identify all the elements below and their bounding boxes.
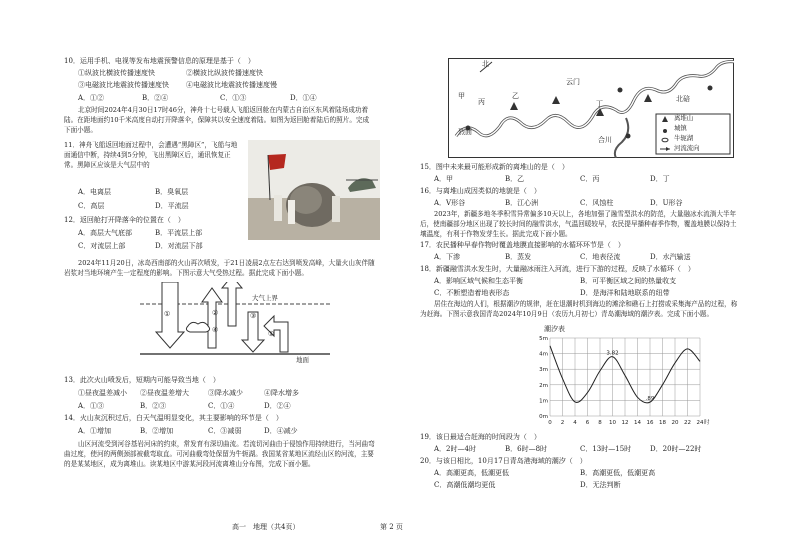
- diagram-num-1: ①: [164, 310, 171, 318]
- q19-option-a[interactable]: A．2时—4时: [434, 445, 476, 453]
- q16-option-d[interactable]: D．U形谷: [650, 199, 683, 207]
- q15-option-b[interactable]: B．乙: [505, 175, 525, 183]
- map-place-bing: 丙: [478, 98, 485, 106]
- q18-option-c[interactable]: C．不断塑造着地表形态: [434, 289, 510, 297]
- q17-option-d[interactable]: D．水汽输送: [650, 253, 691, 261]
- tide-x-tick: 2: [560, 420, 565, 426]
- tide-annotation: 3.82: [606, 350, 619, 357]
- map-place-jia: 甲: [458, 92, 465, 100]
- tide-x-tick: 10: [609, 420, 616, 426]
- q15-option-c[interactable]: C．丙: [580, 175, 600, 183]
- q10-option-c[interactable]: C．①③: [220, 94, 247, 102]
- q11-option-a[interactable]: A．电离层: [78, 188, 112, 196]
- q12-option-b[interactable]: B．平流层上部: [155, 229, 203, 237]
- footer-left: 高一 地理（共4页）: [232, 523, 300, 531]
- tide-x-tick: 16: [646, 420, 654, 426]
- q10-option-d[interactable]: D．①④: [290, 94, 317, 102]
- tide-x-tick: 20: [671, 420, 679, 426]
- q13-item-2: ②昼夜温差增大: [140, 389, 189, 397]
- tide-x-tick: 14: [634, 420, 641, 426]
- question-19-stem: 19．该日最适合赶海的时间段为（ ）: [420, 433, 541, 441]
- q17-option-c[interactable]: C．地表径流: [580, 253, 621, 261]
- question-18-stem: 18．新疆融雪洪水发生时，大量融冰雨注入河流，进行下游的过程，反映了水循环（ ）: [420, 265, 695, 273]
- q18-option-a[interactable]: A．影响区域气候和生态平衡: [434, 277, 524, 285]
- legend-flow: 河流流向: [674, 144, 700, 152]
- diagram-num-2: ②: [212, 309, 219, 317]
- question-16-stem: 16．与离堆山成因类似的地貌是（ ）: [420, 187, 541, 195]
- tide-x-tick: 8: [598, 420, 602, 426]
- tide-y-tick: 5m: [539, 336, 548, 342]
- tide-x-tick: 18: [659, 420, 666, 426]
- q14-option-c[interactable]: C．③减弱: [208, 427, 242, 435]
- q13-item-3: ③降水减少: [208, 389, 243, 397]
- legend-islet: 离堆山: [674, 114, 694, 122]
- q12-option-d[interactable]: D．对流层下部: [155, 242, 203, 250]
- tide-y-tick: 2m: [539, 382, 548, 389]
- q16-option-b[interactable]: B．江心洲: [505, 199, 539, 207]
- map-place-yi: 乙: [512, 92, 519, 100]
- q13-option-b[interactable]: B．②③: [140, 402, 167, 410]
- map-place-beibei: 北碚: [676, 95, 690, 103]
- question-17-stem: 17．农民播种早春作物时覆盖地膜直接影响的水循环环节是（ ）: [420, 241, 625, 249]
- q12-option-a[interactable]: A．高层大气底部: [78, 229, 133, 237]
- tide-x-tick: 6: [585, 420, 590, 426]
- q12-option-c[interactable]: C．对流层上部: [78, 242, 126, 250]
- map-place-liemian: 烈面: [458, 128, 472, 136]
- tide-y-tick: 1m: [539, 398, 548, 405]
- passage-tide: 居住在海边的人们，根据潮汐的规律，赶在退潮时机到海边的滩涂和礁石上打捞或采集海产品的过程，称为赶海。下图示意我国青岛2024年10月9日（农历九月初七）青岛潮海域的潮汐表。完成下面小题。: [420, 300, 738, 318]
- map-place-yunmen: 云门: [566, 78, 580, 86]
- diagram-num-3: ③: [250, 312, 257, 320]
- q15-option-a[interactable]: A．甲: [434, 175, 454, 183]
- diagram-upper-label: 大气上界: [252, 294, 278, 302]
- q20-option-c[interactable]: C．高潮低潮均更低: [434, 481, 496, 489]
- landing-capsule-photo: [248, 140, 380, 240]
- tide-y-tick: 4m: [539, 351, 548, 358]
- tide-x-tick: 4: [573, 420, 577, 426]
- tide-x-unit: 时: [704, 420, 710, 426]
- map-place-hechuan: 合川: [598, 136, 612, 144]
- diagram-num-5: ⑤: [268, 330, 275, 338]
- tide-chart: [528, 334, 718, 430]
- tide-chart-title: 潮汐表: [544, 325, 565, 333]
- q13-item-1: ①昼夜温差减小: [78, 389, 127, 397]
- question-13-stem: 13．此次火山喷发后，短期内可能导致当地（ ）: [64, 376, 220, 384]
- q14-option-a[interactable]: A．①增加: [78, 427, 112, 435]
- q17-option-a[interactable]: A．下渗: [434, 253, 461, 261]
- tide-y-tick: 3m: [539, 367, 548, 374]
- tide-y-tick: 0m: [539, 414, 548, 420]
- passage-volcano: 2024年11月20日，冰岛西南部的火山再次喷发，于21日凌晨2点左右达到喷发高峰，大量火山灰伴随岩浆对当地环境产生一定程度的影响。下图示意大气受热过程。据此完成下面小题。: [64, 259, 375, 277]
- q20-option-b[interactable]: B．高潮更低，低潮更高: [580, 469, 656, 477]
- diagram-ground-label: 地面: [296, 356, 309, 364]
- q19-option-c[interactable]: C．13时—15时: [580, 445, 632, 453]
- q10-option-b[interactable]: B．②④: [142, 94, 169, 102]
- q19-option-b[interactable]: B．6时—8时: [505, 445, 548, 453]
- q16-option-a[interactable]: A．V形谷: [434, 199, 466, 207]
- q13-option-c[interactable]: C．①④: [208, 402, 235, 410]
- map-north-label: 北: [482, 60, 489, 68]
- question-15-stem: 15．图中未来最可能形成新的离堆山的是（ ）: [420, 163, 569, 171]
- q10-item-3: ③电磁波比地震波传播速度快: [78, 81, 169, 89]
- passage-xinjiang: 2023年，新疆多地冬季积雪异常偏多10天以上，各地加强了融雪型洪水的防范，大量融冰水流淌大半年后，使南疆部分地区出现了较长时间的融雪洪水，气温回暖较早，农民提早播种春季作物，覆盖地膜以保持土壤温度，有利于作物发芽生长。据此完成下面小题。: [420, 210, 737, 238]
- tide-x-tick: 12: [621, 420, 629, 426]
- q11-option-c[interactable]: C．高层: [78, 202, 105, 210]
- question-20-stem: 20．与该日相比，10月17日青岛港海域的潮汐（ ）: [420, 457, 587, 465]
- legend-town: 城镇: [674, 124, 687, 132]
- river-map: [448, 58, 734, 158]
- q13-option-a[interactable]: A．①③: [78, 402, 105, 410]
- q10-item-4: ④电磁波比地震波传播速度慢: [186, 81, 277, 89]
- q10-item-1: ①纵波比横波传播速度快: [78, 69, 155, 77]
- q17-option-b[interactable]: B．蒸发: [505, 253, 532, 261]
- q13-option-d[interactable]: D．②④: [264, 402, 291, 410]
- question-14-stem: 14．火山灰沉积过后，白天气温明显变化，其主要影响的环节是（ ）: [64, 414, 283, 422]
- tide-x-tick: 22: [684, 420, 691, 426]
- passage-spacecraft: 北京时间2024年4月30日17时46分，神舟十七号载人飞船返回舱在内蒙古自治区东风着陆场成功着陆。在距地面约10千米高度自动打开降落伞，保障其以安全速度着陆。如图为返回舱着陆后的照片。完成下面小题。: [64, 106, 370, 134]
- q13-item-4: ④降水增多: [264, 389, 299, 397]
- map-place-ding: 丁: [596, 100, 603, 108]
- q18-option-b[interactable]: B．可平衡区域之间的热量收支: [580, 277, 677, 285]
- q20-option-d[interactable]: D．无法判断: [580, 481, 621, 489]
- legend-oxbow: 牛轭湖: [674, 134, 694, 142]
- diagram-num-4: ④: [212, 326, 219, 334]
- q10-option-a[interactable]: A．①②: [78, 94, 105, 102]
- passage-meander: 山区河流受到河谷基岩河床的约束，常发育有深切曲流。若流切河曲由于侵蚀作用持续进行，当河曲弯曲过度，使河的两侧颈部被截弯取直。可河曲截弯处保留为牛轭湖。我国某省某地区流经山区的河流，主要的是某某地区，成为离堆山。读某地区中游某河段河流离堆山分布图，完成下面小题。: [64, 440, 375, 468]
- q11-option-d[interactable]: D．平流层: [155, 202, 189, 210]
- q18-option-d[interactable]: D．是海洋和陆地联系的纽带: [580, 289, 670, 297]
- question-12-stem: 12．返回舱打开降落伞的位置在（ ）: [64, 216, 185, 224]
- question-11-stem: 11．神舟飞船返回地面过程中，会遭遇“黑障区”，飞船与地面通信中断，持续4到5分钟，飞出黑障区后，通讯恢复正常。黑障区应该是大气层中的: [64, 141, 238, 169]
- tide-annotation: .89: [645, 396, 655, 403]
- q15-option-d[interactable]: D．丁: [650, 175, 670, 183]
- q20-option-a[interactable]: A．高潮更高，低潮更低: [434, 469, 510, 477]
- q19-option-d[interactable]: D．20时—22时: [650, 445, 702, 453]
- tide-x-tick: 24: [696, 420, 704, 426]
- q16-option-c[interactable]: C．风蚀柱: [580, 199, 614, 207]
- question-10-stem: 10．运用手机、电视等发布地震预警信息的原理是基于（ ）: [64, 57, 255, 65]
- footer-page-number: 第 2 页: [380, 523, 403, 531]
- q10-item-2: ②横波比纵波传播速度快: [186, 69, 263, 77]
- q14-option-d[interactable]: D．④减少: [264, 427, 298, 435]
- q11-option-b[interactable]: B．臭氧层: [155, 188, 189, 196]
- q14-option-b[interactable]: B．②增加: [140, 427, 174, 435]
- tide-x-tick: 0: [548, 420, 552, 426]
